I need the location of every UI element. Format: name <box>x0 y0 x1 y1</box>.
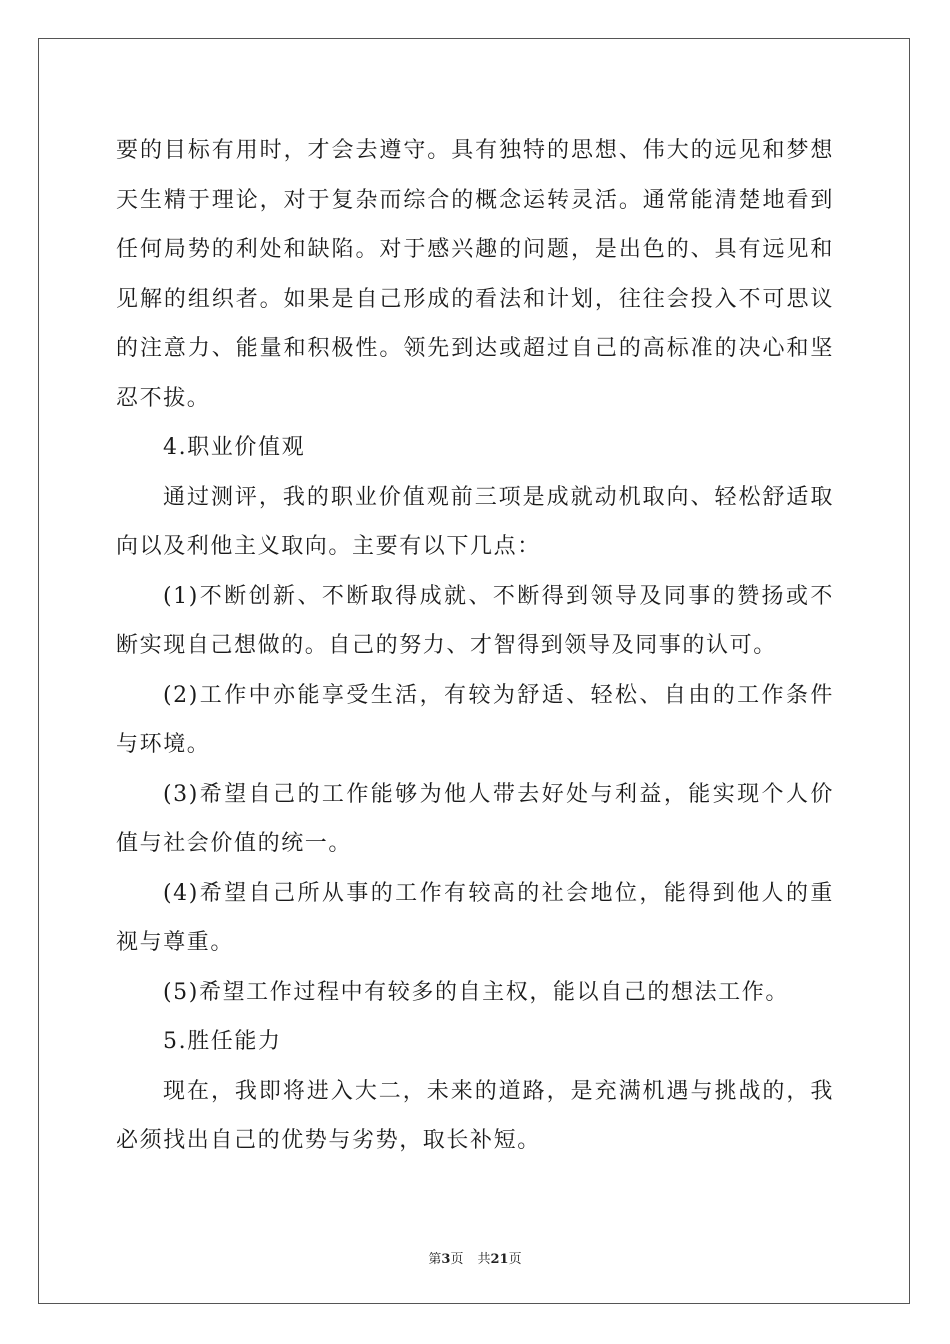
paragraph-assessment-intro: 通过测评，我的职业价值观前三项是成就动机取向、轻松舒适取向以及利他主义取向。主要有以下几点： <box>116 484 834 559</box>
document-body <box>116 126 834 1166</box>
page-footer <box>0 1248 950 1267</box>
section-heading-career-values: 4.职业价值观 <box>163 435 306 460</box>
section-heading-competency: 5.胜任能力 <box>163 1029 282 1054</box>
total-prefix: 共 <box>477 1252 491 1267</box>
list-item-5: (5)希望工作过程中有较多的自主权，能以自己的想法工作。 <box>163 979 789 1005</box>
list-item-3: (3)希望自己的工作能够为他人带去好处与利益，能实现个人价值与社会价值的统一。 <box>116 781 834 856</box>
paragraph-continued: 要的目标有用时，才会去遵守。具有独特的思想、伟大的远见和梦想天生精于理论，对于复杂而综合的概念运转灵活。通常能清楚地看到任何局势的利处和缺陷。对于感兴趣的问题，是出色的、具有远见和见解的组织者。如果是自己形成的看法和计划，往往会投入不可思议的注意力、能量和积极性。领先到达或超过自己的高标准的决心和坚忍不拔。 <box>116 138 834 411</box>
list-item-4: (4)希望自己所从事的工作有较高的社会地位，能得到他人的重视与尊重。 <box>116 880 834 955</box>
list-item-1: (1)不断创新、不断取得成就、不断得到领导及同事的赞扬或不断实现自己想做的。自己的努力、才智得到领导及同事的认可。 <box>116 583 834 658</box>
page-suffix: 页 <box>450 1252 464 1267</box>
list-item-2: (2)工作中亦能享受生活，有较为舒适、轻松、自由的工作条件与环境。 <box>116 682 834 757</box>
paragraph-competency: 现在，我即将进入大二，未来的道路，是充满机遇与挑战的，我必须找出自己的优势与劣势，取长补短。 <box>116 1078 834 1153</box>
page-prefix: 第 <box>428 1252 442 1267</box>
total-suffix: 页 <box>508 1252 522 1267</box>
total-page-count: 21 <box>490 1252 509 1267</box>
current-page-number: 3 <box>441 1252 451 1267</box>
